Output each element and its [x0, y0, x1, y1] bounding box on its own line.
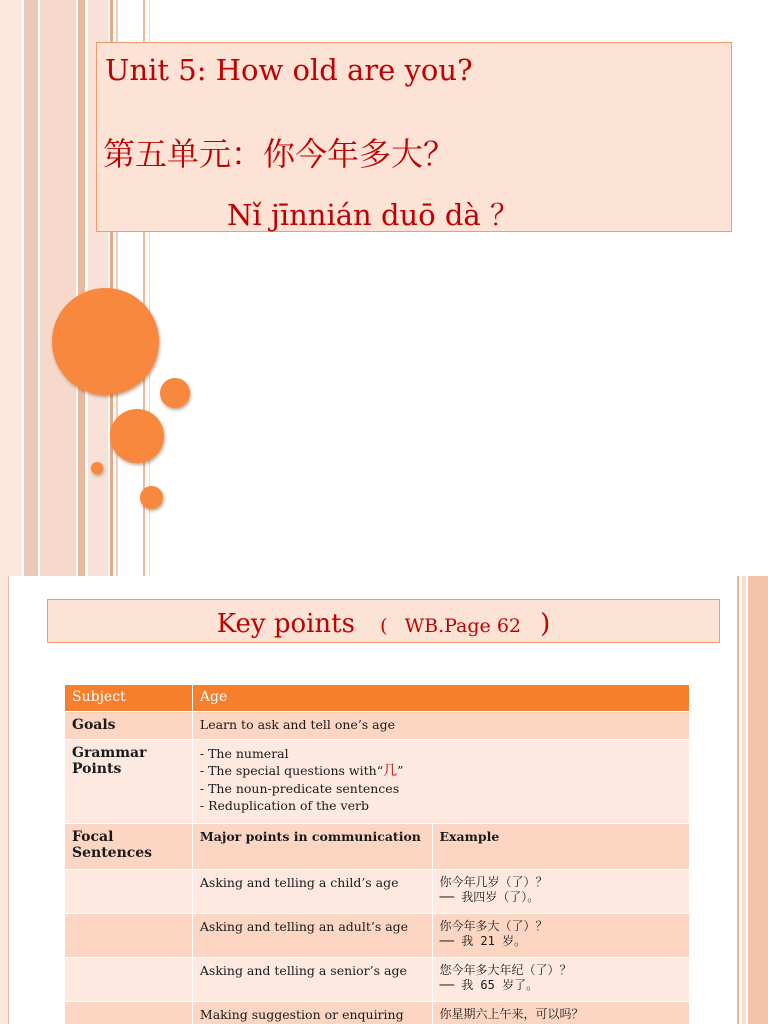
table-row	[65, 824, 690, 870]
table-row	[65, 914, 690, 958]
example-answer: ── 我 65 岁了。	[439, 978, 539, 992]
decorative-stripe	[8, 576, 9, 1024]
focal-col-points: Major points in communication	[192, 824, 432, 870]
decorative-stripe	[748, 576, 768, 1024]
special-char: 几	[383, 763, 398, 779]
table-row	[65, 870, 690, 914]
header-subject: Subject	[65, 685, 193, 712]
example-question: 您今年多大年纪（了）？	[439, 963, 572, 977]
table-row	[65, 712, 690, 740]
decorative-stripe	[78, 0, 85, 576]
table-row	[65, 1002, 690, 1024]
heading-paren-close: )	[540, 609, 551, 639]
decorative-circle-small	[91, 462, 103, 474]
decorative-stripe	[0, 0, 22, 576]
table-header-row	[65, 685, 690, 712]
grammar-item	[200, 762, 682, 780]
decorative-stripe	[0, 576, 8, 1024]
goals-value: Learn to ask and tell one’s age	[192, 712, 689, 740]
table-row	[65, 740, 690, 824]
grammar-item-close: ”	[397, 763, 404, 778]
unit-title-chinese: 第五单元：你今年多大？	[103, 135, 456, 173]
example-question: 你今年几岁（了）？	[439, 875, 548, 889]
grammar-item: - The noun-predicate sentences	[199, 781, 400, 796]
key-points-table	[64, 684, 690, 1024]
empty-cell	[65, 958, 193, 1002]
grammar-label: Grammar Points	[65, 740, 193, 824]
unit-title-english: Unit 5: How old are you?	[105, 53, 473, 87]
unit-title-pinyin: Nǐ jīnnián duō dà ？	[227, 198, 519, 232]
decorative-circle-large	[52, 288, 159, 395]
example-question: 你星期六上午来，可以吗？	[439, 1007, 584, 1021]
comm-point: Asking and telling a senior’s age	[192, 958, 432, 1002]
empty-cell	[65, 914, 193, 958]
grammar-item: - Reduplication of the verb	[199, 798, 369, 813]
example-cell	[432, 958, 689, 1002]
grammar-item-text: - The special questions with“	[199, 763, 384, 778]
decorative-stripe	[742, 576, 746, 1024]
example-question: 你今年多大（了）？	[439, 919, 548, 933]
decorative-circle	[140, 486, 163, 509]
heading-paren-open: (	[380, 615, 388, 637]
focal-label: Focal Sentences	[65, 824, 193, 870]
decorative-stripe	[24, 0, 38, 576]
title-box	[96, 42, 732, 232]
decorative-stripe	[737, 576, 739, 1024]
table-row	[65, 958, 690, 1002]
comm-point: Making suggestion or enquiring	[192, 1002, 432, 1024]
empty-cell	[65, 870, 193, 914]
decorative-stripe	[40, 0, 76, 576]
goals-label: Goals	[65, 712, 193, 740]
heading-workbook-ref: WB.Page 62	[404, 615, 521, 637]
grammar-item: - The numeral	[199, 746, 289, 761]
decorative-circle	[110, 409, 164, 463]
example-answer: ── 我四岁（了）。	[439, 890, 540, 904]
slide-2	[0, 576, 768, 1024]
example-cell	[432, 1002, 689, 1024]
key-points-heading	[47, 599, 720, 643]
comm-point: Asking and telling a child’s age	[192, 870, 432, 914]
comm-point: Asking and telling an adult’s age	[192, 914, 432, 958]
focal-col-example: Example	[432, 824, 689, 870]
heading-text: Key points	[216, 609, 355, 639]
example-answer: ── 我 21 岁。	[439, 934, 527, 948]
decorative-circle	[160, 378, 190, 408]
empty-cell	[65, 1002, 193, 1024]
example-cell	[432, 870, 689, 914]
header-age: Age	[192, 685, 689, 712]
example-cell	[432, 914, 689, 958]
grammar-points	[192, 740, 689, 824]
